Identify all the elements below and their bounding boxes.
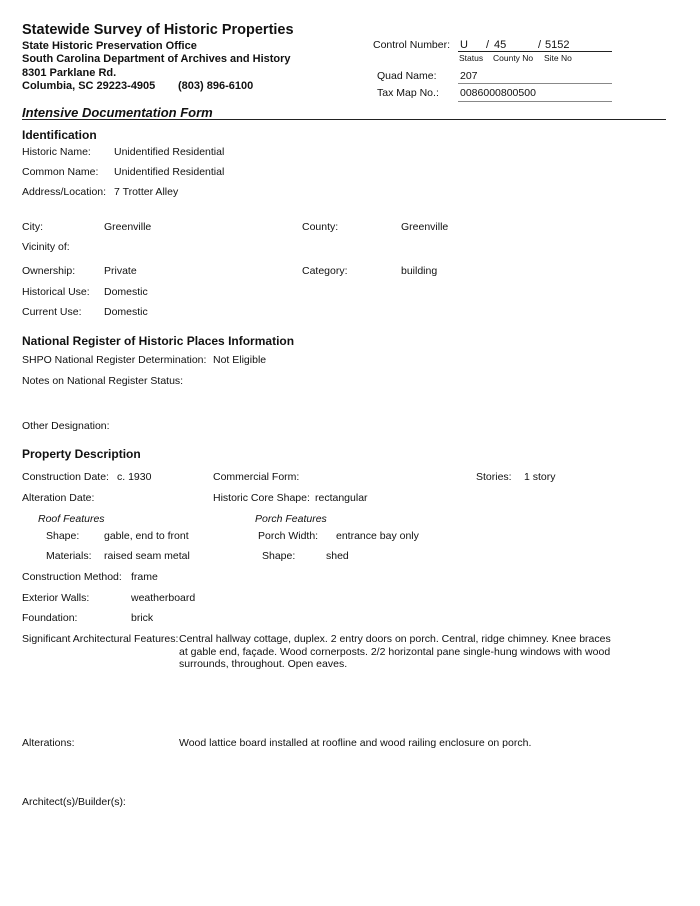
control-number-underline bbox=[458, 51, 612, 52]
control-number-label: Control Number: bbox=[373, 39, 451, 51]
form-title: Intensive Documentation Form bbox=[22, 105, 213, 120]
roof-materials-value: raised seam metal bbox=[104, 550, 190, 562]
porch-features-heading: Porch Features bbox=[255, 513, 327, 525]
other-designation-label: Other Designation: bbox=[22, 420, 110, 432]
street-address: 8301 Parklane Rd. bbox=[22, 67, 117, 79]
control-status-value: U bbox=[460, 39, 468, 51]
exterior-walls-label: Exterior Walls: bbox=[22, 592, 90, 604]
status-caption: Status bbox=[459, 53, 484, 63]
exterior-walls-value: weatherboard bbox=[131, 592, 196, 604]
roof-materials-label: Materials: bbox=[46, 550, 92, 562]
property-description-heading: Property Description bbox=[22, 447, 141, 461]
control-county-value: 45 bbox=[494, 39, 507, 51]
construction-date-label: Construction Date: bbox=[22, 471, 109, 483]
current-use-value: Domestic bbox=[104, 306, 148, 318]
phone-number: (803) 896-6100 bbox=[178, 80, 254, 92]
county-label: County: bbox=[302, 221, 339, 233]
ownership-value: Private bbox=[104, 265, 137, 277]
roof-shape-label: Shape: bbox=[46, 530, 80, 542]
control-separator: / bbox=[486, 39, 490, 51]
common-name-value: Unidentified Residential bbox=[114, 166, 225, 178]
nr-determination-value: Not Eligible bbox=[213, 354, 267, 366]
construction-method-value: frame bbox=[131, 571, 158, 583]
tax-map-label: Tax Map No.: bbox=[377, 87, 439, 99]
nr-determination-label: SHPO National Register Determination: bbox=[22, 354, 207, 366]
construction-date-value: c. 1930 bbox=[117, 471, 152, 483]
tax-map-underline bbox=[458, 101, 612, 102]
common-name-label: Common Name: bbox=[22, 166, 99, 178]
department-name: South Carolina Department of Archives and History bbox=[22, 53, 291, 65]
historic-name-label: Historic Name: bbox=[22, 146, 91, 158]
address-label: Address/Location: bbox=[22, 186, 107, 198]
significant-features-value: Central hallway cottage, duplex. 2 entry doors on porch. Central, ridge chimney. Knee braces at gable end, façade. Wood cornerposts. 2/2 horizontal pane single-hung windows with wood surrounds, throughout. Open eaves. bbox=[179, 633, 611, 670]
commercial-form-label: Commercial Form: bbox=[213, 471, 300, 483]
historical-use-label: Historical Use: bbox=[22, 286, 90, 298]
city-line: Columbia, SC 29223-4905 bbox=[22, 80, 156, 92]
city-label: City: bbox=[22, 221, 43, 233]
identification-heading: Identification bbox=[22, 128, 97, 142]
control-separator: / bbox=[538, 39, 542, 51]
architect-builder-label: Architect(s)/Builder(s): bbox=[22, 796, 126, 808]
stories-value: 1 story bbox=[524, 471, 556, 483]
tax-map-value: 0086000800500 bbox=[460, 87, 536, 99]
quad-name-label: Quad Name: bbox=[377, 70, 437, 82]
vicinity-label: Vicinity of: bbox=[22, 241, 70, 253]
control-site-value: 5152 bbox=[545, 39, 570, 51]
porch-shape-label: Shape: bbox=[262, 550, 296, 562]
historical-use-value: Domestic bbox=[104, 286, 148, 298]
address-value: 7 Trotter Alley bbox=[114, 186, 179, 198]
construction-method-label: Construction Method: bbox=[22, 571, 122, 583]
quad-name-value: 207 bbox=[460, 70, 478, 82]
roof-shape-value: gable, end to front bbox=[104, 530, 189, 542]
category-value: building bbox=[401, 265, 438, 277]
current-use-label: Current Use: bbox=[22, 306, 82, 318]
historic-name-value: Unidentified Residential bbox=[114, 146, 225, 158]
city-value: Greenville bbox=[104, 221, 152, 233]
foundation-value: brick bbox=[131, 612, 154, 624]
foundation-label: Foundation: bbox=[22, 612, 78, 624]
stories-label: Stories: bbox=[476, 471, 512, 483]
porch-shape-value: shed bbox=[326, 550, 349, 562]
core-shape-label: Historic Core Shape: bbox=[213, 492, 310, 504]
category-label: Category: bbox=[302, 265, 348, 277]
significant-features-label: Significant Architectural Features: bbox=[22, 633, 179, 645]
porch-width-label: Porch Width: bbox=[258, 530, 319, 542]
porch-width-value: entrance bay only bbox=[336, 530, 419, 542]
county-no-caption: County No bbox=[493, 53, 534, 63]
form-title-rule bbox=[22, 119, 666, 120]
nr-notes-label: Notes on National Register Status: bbox=[22, 375, 184, 387]
ownership-label: Ownership: bbox=[22, 265, 76, 277]
alterations-label: Alterations: bbox=[22, 737, 75, 749]
national-register-heading: National Register of Historic Places Information bbox=[22, 334, 295, 348]
core-shape-value: rectangular bbox=[315, 492, 368, 504]
roof-features-heading: Roof Features bbox=[38, 513, 105, 525]
site-no-caption: Site No bbox=[544, 53, 572, 63]
alteration-date-label: Alteration Date: bbox=[22, 492, 95, 504]
survey-title: Statewide Survey of Historic Properties bbox=[22, 22, 294, 38]
office-name: State Historic Preservation Office bbox=[22, 40, 197, 52]
quad-name-underline bbox=[458, 83, 612, 84]
alterations-value: Wood lattice board installed at roofline and wood railing enclosure on porch. bbox=[179, 737, 532, 749]
county-value: Greenville bbox=[401, 221, 449, 233]
